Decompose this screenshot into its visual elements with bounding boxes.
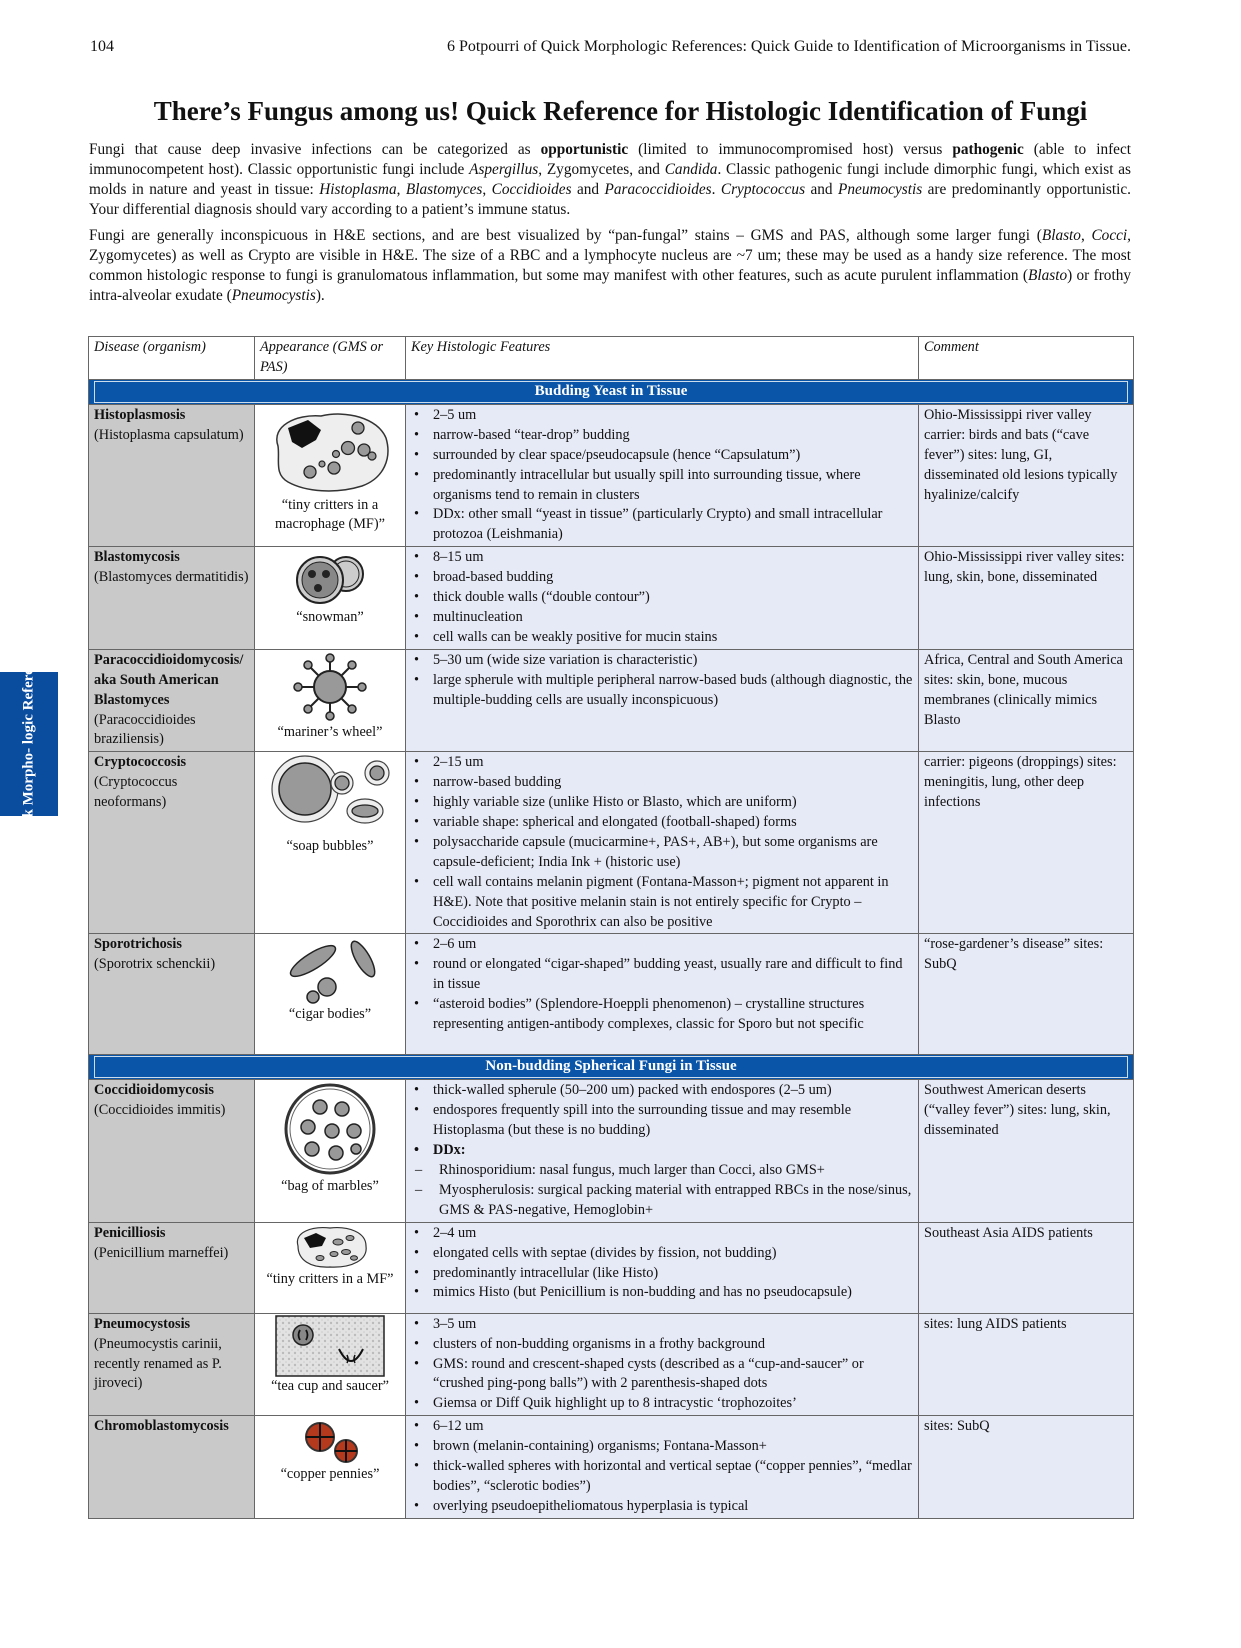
table-row xyxy=(89,547,1134,650)
text-run: , xyxy=(1080,227,1092,244)
feature-item: • elongated cells with septae (divides by fission, not budding) xyxy=(429,1244,913,1264)
text-run: Aspergillus xyxy=(469,161,539,178)
table-row xyxy=(89,404,1134,546)
blastomyces-snowman-icon xyxy=(280,548,380,608)
disease-cell xyxy=(89,1313,255,1416)
disease-cell xyxy=(89,1416,255,1519)
side-tab-label: Quick Morpho- logic References xyxy=(20,640,37,848)
appearance-caption: “tiny critters in a MF” xyxy=(266,1270,394,1287)
organism-name: (Pneumocystis carinii, recently renamed as P. jiroveci) xyxy=(94,1335,222,1392)
comment-cell: “rose-gardener’s disease” sites: SubQ xyxy=(919,934,1134,1055)
organism-name: (Penicillium marneffei) xyxy=(94,1244,229,1261)
feature-item: • narrow-based “tear-drop” budding xyxy=(429,426,913,446)
text-run: Blasto xyxy=(1041,227,1081,244)
text-run: Fungi are generally inconspicuous in H&E sections, and are best visualized by “pan-fungal” stains – GMS and PAS, although some larger fungi ( xyxy=(89,227,1042,244)
disease-cell xyxy=(89,649,255,752)
text-run: . Classic pathogenic fungi include dimorphic fungi, which exist as molds in nature and yeast in tissue: xyxy=(89,161,1131,198)
table-row xyxy=(89,1080,1134,1222)
feature-item: • 2–6 um xyxy=(429,935,913,955)
text-run: Paracoccidioides xyxy=(604,181,712,198)
appearance-caption: “bag of marbles” xyxy=(281,1178,379,1195)
feature-item: • Giemsa or Diff Quik highlight up to 8 intracystic ‘trophozoites’ xyxy=(429,1394,913,1414)
features-cell xyxy=(406,1222,919,1313)
comment-cell: sites: SubQ xyxy=(919,1416,1134,1519)
feature-item: • multinucleation xyxy=(429,608,913,628)
feature-item: • brown (melanin-containing) organisms; Fontana-Masson+ xyxy=(429,1437,913,1457)
feature-item: • thick-walled spherule (50–200 um) packed with endospores (2–5 um) xyxy=(429,1081,913,1101)
appearance-caption: “snowman” xyxy=(296,609,364,626)
intro-paragraph-2 xyxy=(89,226,1131,306)
appearance-cell xyxy=(255,649,406,752)
organism-name: (Paracoccidioides braziliensis) xyxy=(94,711,196,748)
table-row xyxy=(89,1222,1134,1313)
disease-name: Cryptococcosis xyxy=(94,754,187,771)
feature-item: • thick double walls (“double contour”) xyxy=(429,588,913,608)
comment-cell: Ohio-Mississippi river valley carrier: birds and bats (“cave fever”) sites: lung, GI, disseminated old lesions typically hyalinize/calcify xyxy=(919,404,1134,546)
header-disease: Disease (organism) xyxy=(89,337,255,380)
table-row xyxy=(89,1313,1134,1416)
feature-item: • cell wall contains melanin pigment (Fontana-Masson+; pigment not apparent in H&E). Note that positive melanin stain is not entirely specific for Crypto – Coccidioides and Sporothrix can also be positive xyxy=(429,873,913,933)
disease-name: Sporotrichosis xyxy=(94,936,182,953)
feature-item: • 5–30 um (wide size variation is characteristic) xyxy=(429,651,913,671)
disease-name: Coccidioidomycosis xyxy=(94,1082,214,1099)
feature-item: • 2–4 um xyxy=(429,1224,913,1244)
features-cell xyxy=(406,752,919,934)
coccidioides-marbles-icon xyxy=(280,1081,380,1177)
feature-item: • round or elongated “cigar-shaped” budding yeast, usually rare and difficult to find in tissue xyxy=(429,955,913,995)
feature-item: • predominantly intracellular but usually spill into surrounding tissue, where organisms tend to remain in clusters xyxy=(429,466,913,506)
organism-name: (Sporotrix schenckii) xyxy=(94,956,216,973)
cryptococcus-bubbles-icon xyxy=(265,753,395,837)
appearance-caption: “tea cup and saucer” xyxy=(271,1377,389,1394)
text-run: Blasto xyxy=(1028,267,1068,284)
feature-item: • overlying pseudoepitheliomatous hyperplasia is typical xyxy=(429,1497,913,1517)
disease-name: Blastomycosis xyxy=(94,549,180,566)
disease-cell xyxy=(89,752,255,934)
text-run: ). xyxy=(315,287,325,304)
features-cell xyxy=(406,1313,919,1416)
text-run: Blastomyces xyxy=(405,181,483,198)
text-run: , Zygomycetes, and xyxy=(538,161,665,178)
feature-item: • mimics Histo (but Penicillium is non-budding and has no pseudocapsule) xyxy=(429,1283,913,1303)
section-budding-label: Budding Yeast in Tissue xyxy=(94,381,1128,403)
appearance-cell xyxy=(255,1080,406,1222)
feature-item: • DDx: other small “yeast in tissue” (particularly Crypto) and small intracellular protozoa (Leishmania) xyxy=(429,505,913,545)
text-run: Candida xyxy=(664,161,718,178)
comment-cell: sites: lung AIDS patients xyxy=(919,1313,1134,1416)
disease-name: Histoplasmosis xyxy=(94,406,186,423)
appearance-cell xyxy=(255,752,406,934)
text-run: Histoplasma xyxy=(319,181,397,198)
organism-name: (Cryptococcus neoformans) xyxy=(94,774,178,811)
header-comment: Comment xyxy=(919,337,1134,380)
section-row-budding xyxy=(89,380,1134,405)
ddx-item: – Rhinosporidium: nasal fungus, much larger than Cocci, also GMS+ xyxy=(439,1161,913,1181)
feature-item: • clusters of non-budding organisms in a frothy background xyxy=(429,1335,913,1355)
appearance-cell xyxy=(255,547,406,650)
disease-cell xyxy=(89,934,255,1055)
text-run: and xyxy=(805,181,839,198)
feature-item: • 6–12 um xyxy=(429,1417,913,1437)
header-appearance: Appearance (GMS or PAS) xyxy=(255,337,406,380)
appearance-cell xyxy=(255,934,406,1055)
organism-name: (Coccidioides immitis) xyxy=(94,1102,226,1119)
section-nonbudding-cell xyxy=(89,1055,1134,1080)
appearance-cell xyxy=(255,1222,406,1313)
appearance-caption: “tiny critters in a macrophage (MF)” xyxy=(275,496,385,532)
feature-item: • polysaccharide capsule (mucicarmine+, PAS+, AB+), but some organisms are capsule-deficient; India Ink + (historic use) xyxy=(429,833,913,873)
fungi-table xyxy=(88,336,1134,1519)
feature-item: • narrow-based budding xyxy=(429,773,913,793)
text-run: (limited to immunocompromised host) versus xyxy=(628,141,953,158)
feature-item: • highly variable size (unlike Histo or Blasto, which are uniform) xyxy=(429,793,913,813)
disease-name: Chromoblastomycosis xyxy=(94,1418,229,1435)
appearance-caption: “soap bubbles” xyxy=(286,838,374,855)
paracoccidioides-wheel-icon xyxy=(285,651,375,723)
text-run: Cocci, xyxy=(1091,227,1131,244)
appearance-caption: “mariner’s wheel” xyxy=(277,723,383,740)
appearance-cell xyxy=(255,1416,406,1519)
features-cell xyxy=(406,1416,919,1519)
copper-pennies-icon xyxy=(290,1417,370,1465)
section-row-nonbudding xyxy=(89,1055,1134,1080)
penicillium-macrophage-icon xyxy=(290,1224,370,1270)
features-cell xyxy=(406,404,919,546)
header-features: Key Histologic Features xyxy=(406,337,919,380)
feature-item: • 2–15 um xyxy=(429,753,913,773)
text-run: , xyxy=(396,181,406,198)
table-row xyxy=(89,1416,1134,1519)
disease-name: Penicilliosis xyxy=(94,1224,166,1241)
comment-cell: Southwest American deserts (“valley fever”) sites: lung, skin, disseminated xyxy=(919,1080,1134,1222)
text-run: and xyxy=(571,181,605,198)
page-title: There’s Fungus among us! Quick Reference for Histologic Identification of Fungi xyxy=(153,96,1088,126)
disease-name: Paracoccidioidomycosis/ aka South American Blastomyces xyxy=(94,651,244,708)
table-header-row xyxy=(89,337,1134,380)
feature-item: • DDx: xyxy=(429,1141,913,1161)
disease-name: Pneumocystosis xyxy=(94,1315,191,1332)
features-cell xyxy=(406,1080,919,1222)
ddx-item: – Myospherulosis: surgical packing material with entrapped RBCs in the nose/sinus, GMS & PAS-negative, Hemoglobin+ xyxy=(439,1181,913,1221)
organism-name: (Histoplasma capsulatum) xyxy=(94,426,244,443)
section-nonbudding-label: Non-budding Spherical Fungi in Tissue xyxy=(94,1056,1128,1078)
table-row xyxy=(89,752,1134,934)
feature-item: • 2–5 um xyxy=(429,406,913,426)
text-run: Cryptococcus xyxy=(720,181,806,198)
feature-item: • surrounded by clear space/pseudocapsule (hence “Capsulatum”) xyxy=(429,446,913,466)
feature-item: • GMS: round and crescent-shaped cysts (described as a “cup-and-saucer” or “crushed ping-pong balls”) with 2 parenthesis-shaped dots xyxy=(429,1355,913,1395)
text-run: are predominantly opportunistic. Your differential diagnosis should vary according to a patient’s immune status. xyxy=(89,181,1131,218)
feature-item: • variable shape: spherical and elongated (football-shaped) forms xyxy=(429,813,913,833)
feature-item: • predominantly intracellular (like Histo) xyxy=(429,1264,913,1284)
text-run: . xyxy=(711,181,721,198)
disease-cell xyxy=(89,404,255,546)
running-title: 6 Potpourri of Quick Morphologic References: Quick Guide to Identification of Microorganisms in Tissue. xyxy=(446,38,1131,55)
text-run: Coccidioides xyxy=(491,181,572,198)
features-cell xyxy=(406,547,919,650)
appearance-caption: “cigar bodies” xyxy=(288,1006,372,1023)
text-run: pathogenic xyxy=(952,141,1024,158)
feature-item: • “asteroid bodies” (Splendore-Hoeppli phenomenon) – crystalline structures representing antigen-antibody complexes, classic for Sporo but not specific xyxy=(429,995,913,1035)
disease-cell xyxy=(89,547,255,650)
appearance-caption: “copper pennies” xyxy=(280,1466,380,1483)
feature-item: • 3–5 um xyxy=(429,1315,913,1335)
features-cell xyxy=(406,934,919,1055)
text-run: opportunistic xyxy=(540,141,629,158)
comment-cell: Africa, Central and South America sites: skin, bone, mucous membranes (clinically mimics Blasto xyxy=(919,649,1134,752)
feature-item: • thick-walled spheres with horizontal and vertical septae (“copper pennies”, “medlar bodies”, “sclerotic bodies”) xyxy=(429,1457,913,1497)
table-row xyxy=(89,649,1134,752)
feature-item: • broad-based budding xyxy=(429,568,913,588)
intro xyxy=(89,140,1131,312)
feature-item: • cell walls can be weakly positive for mucin stains xyxy=(429,628,913,648)
feature-item: • 8–15 um xyxy=(429,548,913,568)
intro-paragraph-1 xyxy=(89,140,1131,220)
page-number: 104 xyxy=(90,38,114,55)
disease-cell xyxy=(89,1080,255,1222)
pneumocystis-teacup-icon xyxy=(275,1315,385,1377)
text-run: Fungi that cause deep invasive infections can be categorized as xyxy=(89,141,541,158)
feature-item: • large spherule with multiple peripheral narrow-based buds (although diagnostic, the multiple-budding cells are usually inconspicuous) xyxy=(429,671,913,711)
text-run: , xyxy=(482,181,492,198)
appearance-cell xyxy=(255,404,406,546)
appearance-cell xyxy=(255,1313,406,1416)
comment-cell: Southeast Asia AIDS patients xyxy=(919,1222,1134,1313)
histoplasma-macrophage-icon xyxy=(266,406,394,496)
text-run: Pneumocystis xyxy=(231,287,316,304)
text-run: (able to infect immunocompetent host). Classic opportunistic fungi include xyxy=(89,141,1132,178)
section-budding-cell xyxy=(89,380,1134,405)
text-run: Pneumocystis xyxy=(838,181,923,198)
text-run: ) or frothy intra-alveolar exudate ( xyxy=(89,267,1131,304)
side-tab xyxy=(0,640,58,848)
organism-name: (Blastomyces dermatitidis) xyxy=(94,569,249,586)
feature-item: • endospores frequently spill into the surrounding tissue and may resemble Histoplasma (but these is no budding) xyxy=(429,1101,913,1141)
comment-cell: Ohio-Mississippi river valley sites: lung, skin, bone, disseminated xyxy=(919,547,1134,650)
features-cell xyxy=(406,649,919,752)
comment-cell: carrier: pigeons (droppings) sites: meningitis, lung, other deep infections xyxy=(919,752,1134,934)
table-row xyxy=(89,934,1134,1055)
disease-cell xyxy=(89,1222,255,1313)
sporothrix-cigar-icon xyxy=(275,935,385,1005)
text-run: Zygomycetes) as well as Crypto are visible in H&E. The size of a RBC and a lymphocyte nucleus are ~7 um; these may be used as a handy size reference. The most common histologic response to fungi is granulomatous inflammation, but some may manifest with other features, such as acute purulent inflammation ( xyxy=(89,247,1131,284)
